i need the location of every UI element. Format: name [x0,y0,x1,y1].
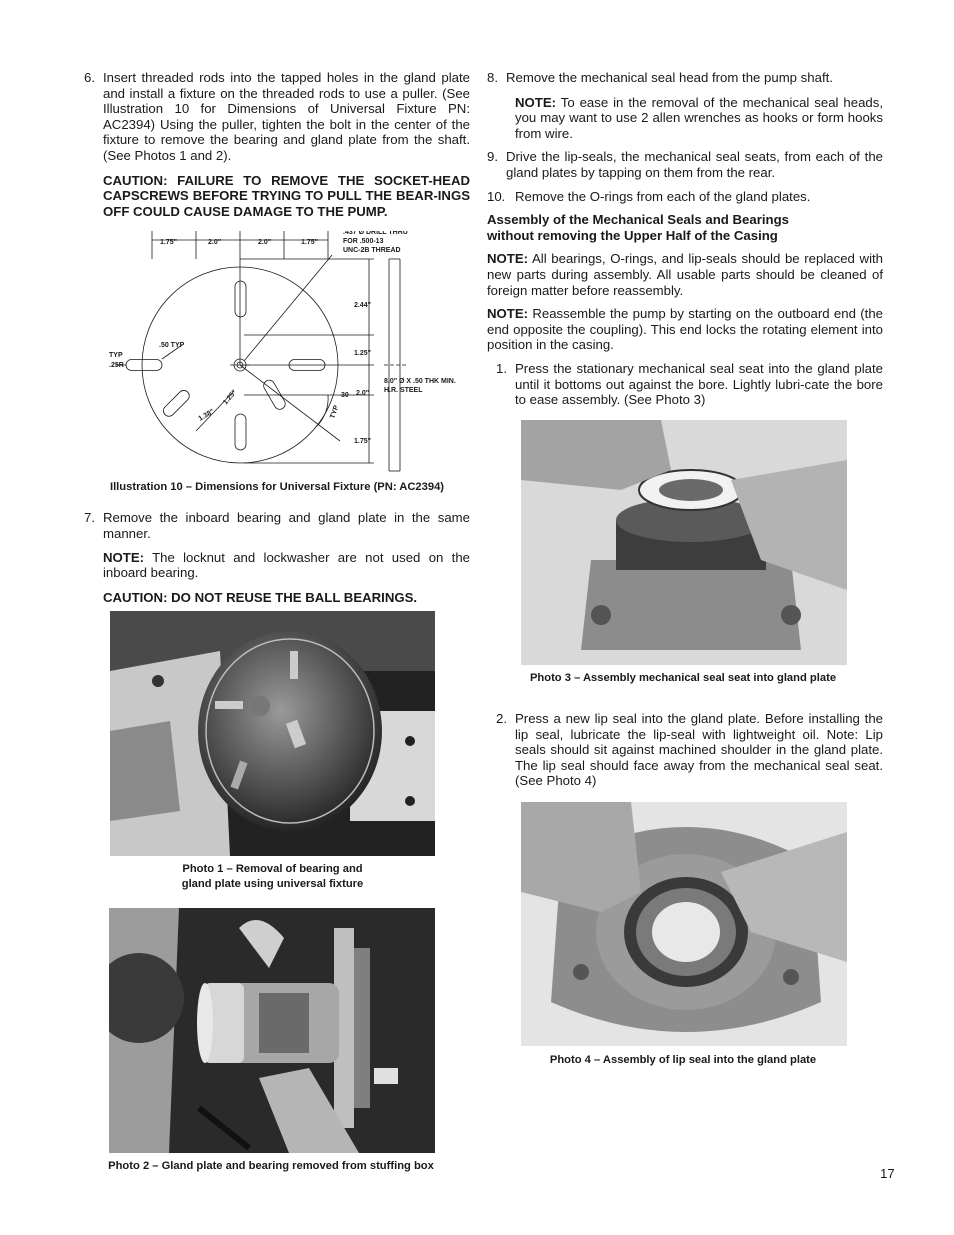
note-text: All bearings, O-rings, and lip-seals should be replaced with new parts during assembly. All usable parts should be cleaned of foreign matter before reassembly. [487,251,883,298]
note-label: NOTE: [515,94,557,110]
caution-ball-bearings: CAUTION: DO NOT REUSE THE BALL BEARINGS. [103,589,418,605]
section-heading-line1: Assembly of the Mechanical Seals and Bearings [487,212,789,228]
step-text: Remove the mechanical seal head from the pump shaft. [506,70,833,85]
photo-4-caption [487,1053,879,1068]
step-number: 10. [487,188,506,204]
step-9 [487,149,883,180]
step-number: 7. [84,510,95,526]
step-number: 9. [487,149,498,165]
dim-244: 2.44" [354,302,371,310]
photo-1-caption [110,862,435,892]
drill-note-line2: FOR .500-13 [343,238,384,246]
dim-20-left: 2.0" [208,239,222,247]
dim-175-left: 1.75" [160,239,177,247]
photo-3 [521,420,847,665]
step-text: Press the stationary mechanical seal seat into the gland plate until it bottoms out against the bore. Lightly lubri-cate the bore to ease assembly. (See Photo 3) [515,360,883,408]
photo-1-caption-line1: Photo 1 – Removal of bearing and [182,863,363,875]
step-number: 6. [84,70,95,85]
photo-4-caption-text: Photo 4 – Assembly of lip seal into the gland plate [549,1054,817,1066]
dim-175-right: 1.75" [301,239,318,247]
note-text: To ease in the removal of the mechanical seal heads, you may want to use 2 allen wrenches as hooks or form hooks from wire. [515,94,883,141]
step-a2 [487,711,883,789]
radius-label: .25R [109,362,124,370]
note-replace-parts [487,251,883,298]
step-6 [84,70,470,164]
step-text: Press a new lip seal into the gland plate. Before installing the lip seal, lubricate the lip-seal with lightweight oil. Note: Lip seals should sit against machined shoulder in the gland plate. The lip seal should face away from the mechanical seal seat. (See Photo 4) [515,711,883,789]
section-heading [487,212,883,243]
dim-20-vert: 2.0" [356,390,370,398]
caution-socket-head: CAUTION: FAILURE TO REMOVE THE SOCKET-HEAD CAPSCREWS BEFORE TRYING TO PULL THE BEAR-INGS OFF COULD CAUSE DAMAGE TO THE PUMP. [103,172,470,219]
step-a1 [487,361,883,408]
slot-width-label: .50 TYP [159,342,185,350]
dim-175-vert: 1.75" [354,438,371,446]
note-text: The locknut and lockwasher are not used on the inboard bearing. [103,549,470,581]
typ-label: TYP [109,352,123,360]
note-label: NOTE: [103,549,145,565]
step-text: Remove the O-rings from each of the gland plates. [515,188,811,204]
step-text: Remove the inboard bearing and gland plate in the same manner. [103,510,470,541]
step-number: 2. [496,711,507,726]
photo-3-caption [487,671,879,686]
step-text: Insert threaded rods into the tapped holes in the gland plate and install a fixture on the threaded rods to use a puller. (See Illustration 10 for Dimensions of Universal Fixture PN: AC2394) Using the puller, tighten the bolt in the center of the fixture to remove the bearing and gland plate from the shaft. (See Photos 1 and 2). [103,70,470,163]
photo-2 [109,908,435,1153]
step-number: 1. [496,360,507,376]
angle-label: 30 [341,392,349,400]
plate-spec-line2: H.R. STEEL [384,387,423,395]
illustration-10 [84,231,470,478]
note-locknut [84,550,470,581]
photo-2-caption-text: Photo 2 – Gland plate and bearing removed from stuffing box [108,1160,434,1172]
note-outboard-end [487,306,883,353]
note-label: NOTE: [487,251,529,267]
right-column-lower [487,711,883,789]
step-7 [84,510,470,541]
fixture-dimension-drawing [84,231,470,478]
step-text: Drive the lip-seals, the mechanical seal seats, from each of the gland plates by tapping on them from the rear. [506,149,883,180]
step-8 [487,70,883,86]
dim-125-diag: 1.25" [222,389,239,407]
angle-typ-label: TYP [329,404,341,421]
dim-125: 1.25" [354,350,371,358]
page-number: 17 [880,1166,895,1181]
illustration-10-caption: Illustration 10 – Dimensions for Universal Fixture (PN: AC2394) [109,481,445,494]
section-heading-line2: without removing the Upper Half of the Casing [487,227,778,243]
note-allen-wrenches [487,95,883,142]
note-label: NOTE: [487,306,529,322]
photo-1-caption-line2: gland plate using universal fixture [181,878,364,890]
note-text: Reassemble the pump by starting on the outboard end (the end opposite the coupling). This end locks the rotating element into position in the casing. [487,306,883,353]
dim-138: 1.38" [197,408,216,424]
dim-20-right: 2.0" [258,239,272,247]
step-number: 8. [487,70,498,85]
photo-1 [110,611,435,856]
photo-2-caption [84,1159,458,1174]
left-column [84,70,470,605]
plate-spec-line1: 8.0" Ø X .50 THK MIN. [384,378,456,386]
photo-3-caption-text: Photo 3 – Assembly mechanical seal seat into gland plate [529,672,837,684]
right-column [487,70,883,408]
drill-note-line1: .437 Ø DRILL THRU [343,231,408,237]
photo-4 [521,802,847,1046]
step-10 [487,189,883,205]
drill-note-line3: UNC-2B THREAD [343,247,401,255]
